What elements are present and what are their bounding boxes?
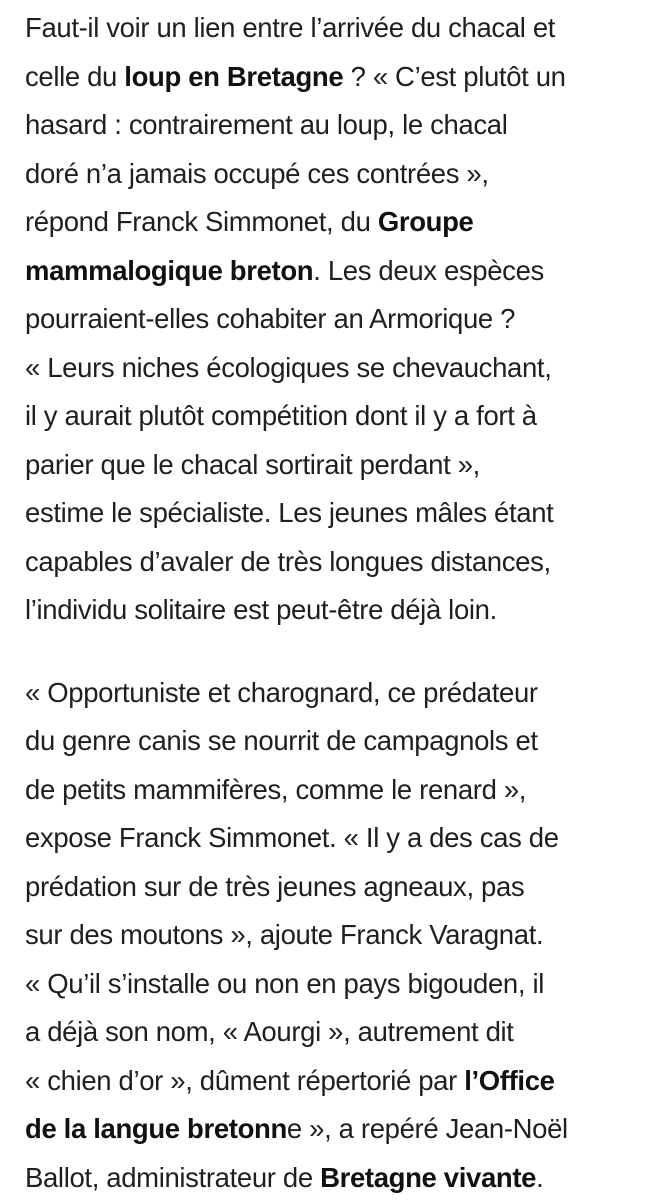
text-segment: . Les deux espèces xyxy=(313,255,544,286)
text-segment: « Qu’il s’installe ou non en pays bigouden, il xyxy=(25,968,544,999)
text-segment: hasard : contrairement au loup, le chacal xyxy=(25,109,507,140)
text-line xyxy=(25,669,650,718)
text-segment: estime le spécialiste. Les jeunes mâles étant xyxy=(25,497,553,528)
text-segment: . xyxy=(536,1162,543,1193)
bold-text: l’Office xyxy=(464,1065,554,1096)
text-line xyxy=(25,4,650,53)
text-line xyxy=(25,538,650,587)
text-segment: « Opportuniste et charognard, ce prédateur xyxy=(25,677,538,708)
text-line xyxy=(25,960,650,1009)
text-segment: Faut-il voir un lien entre l’arrivée du chacal et xyxy=(25,12,555,43)
text-segment: capables d’avaler de très longues distances, xyxy=(25,546,551,577)
text-segment: celle du xyxy=(25,61,124,92)
article-body xyxy=(25,4,650,1202)
text-segment: e », a repéré Jean-Noël xyxy=(287,1113,568,1144)
bold-text: Groupe xyxy=(378,206,474,237)
text-line xyxy=(25,1008,650,1057)
text-segment: ? « C’est plutôt un xyxy=(343,61,565,92)
text-segment: il y aurait plutôt compétition dont il y a fort à xyxy=(25,400,537,431)
text-line xyxy=(25,489,650,538)
text-line xyxy=(25,1057,650,1106)
text-segment: « Leurs niches écologiques se chevauchant, xyxy=(25,352,552,383)
text-segment: Ballot, administrateur de xyxy=(25,1162,320,1193)
bold-text: de la langue bretonn xyxy=(25,1113,287,1144)
text-segment: doré n’a jamais occupé ces contrées », xyxy=(25,158,489,189)
text-segment: « chien d’or », dûment répertorié par xyxy=(25,1065,464,1096)
text-segment: sur des moutons », ajoute Franck Varagnat. xyxy=(25,919,543,950)
text-line xyxy=(25,717,650,766)
text-line xyxy=(25,586,650,635)
article-paragraph xyxy=(25,4,650,635)
text-line xyxy=(25,101,650,150)
text-segment: répond Franck Simmonet, du xyxy=(25,206,378,237)
text-line xyxy=(25,53,650,102)
text-line xyxy=(25,247,650,296)
text-line xyxy=(25,344,650,393)
text-segment: de petits mammifères, comme le renard », xyxy=(25,774,526,805)
text-segment: prédation sur de très jeunes agneaux, pas xyxy=(25,871,524,902)
text-line xyxy=(25,392,650,441)
text-line xyxy=(25,1105,650,1154)
text-line xyxy=(25,1154,650,1202)
article-paragraph xyxy=(25,669,650,1202)
text-line xyxy=(25,863,650,912)
text-segment: du genre canis se nourrit de campagnols et xyxy=(25,725,538,756)
text-line xyxy=(25,441,650,490)
text-line xyxy=(25,814,650,863)
text-line xyxy=(25,198,650,247)
text-line xyxy=(25,911,650,960)
bold-text: loup en Bretagne xyxy=(124,61,343,92)
text-segment: a déjà son nom, « Aourgi », autrement dit xyxy=(25,1016,514,1047)
bold-text: Bretagne vivante xyxy=(320,1162,536,1193)
text-segment: expose Franck Simmonet. « Il y a des cas de xyxy=(25,822,559,853)
text-segment: pourraient-elles cohabiter an Armorique ? xyxy=(25,303,515,334)
bold-text: mammalogique breton xyxy=(25,255,313,286)
text-line xyxy=(25,766,650,815)
text-segment: l’individu solitaire est peut-être déjà loin. xyxy=(25,594,497,625)
text-line xyxy=(25,150,650,199)
text-line xyxy=(25,295,650,344)
text-segment: parier que le chacal sortirait perdant », xyxy=(25,449,480,480)
